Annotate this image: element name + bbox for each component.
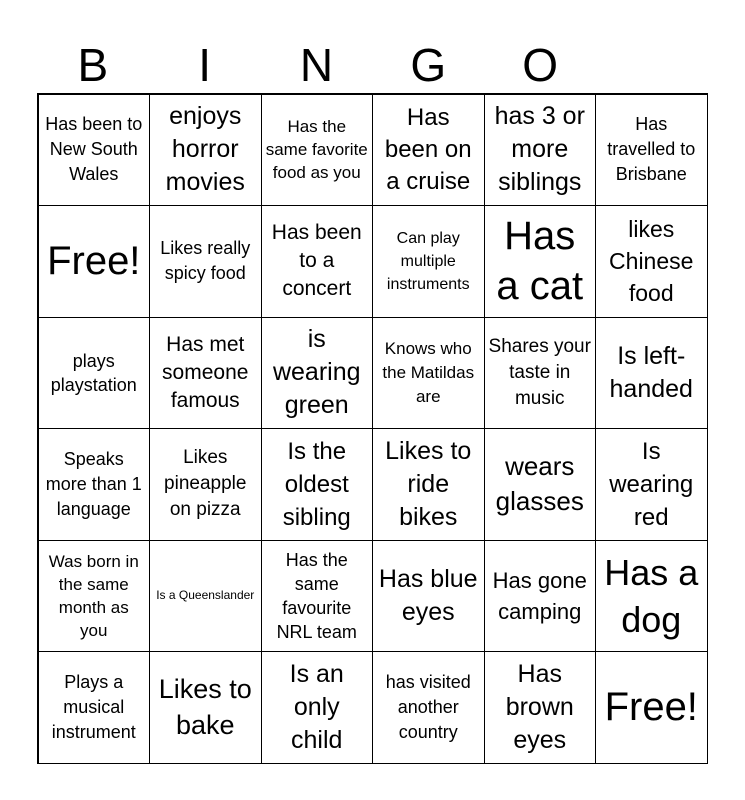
- bingo-cell[interactable]: Is an only child: [261, 651, 374, 764]
- bingo-cell[interactable]: Shares your taste in music: [484, 317, 597, 430]
- bingo-cell[interactable]: Has been to a concert: [261, 205, 374, 318]
- bingo-grid: [37, 93, 708, 764]
- bingo-cell[interactable]: Has been on a cruise: [372, 94, 485, 207]
- bingo-cell[interactable]: Has the same favorite food as you: [261, 94, 374, 207]
- bingo-cell[interactable]: wears glasses: [484, 428, 597, 541]
- bingo-cell[interactable]: likes Chinese food: [595, 205, 708, 318]
- bingo-cell[interactable]: Is left-handed: [595, 317, 708, 430]
- bingo-cell[interactable]: has visited another country: [372, 651, 485, 764]
- bingo-cell[interactable]: Has a dog: [595, 540, 708, 653]
- bingo-cell[interactable]: Likes to bake: [149, 651, 262, 764]
- bingo-cell[interactable]: Can play multiple instruments: [372, 205, 485, 318]
- header-letter-i: I: [198, 39, 212, 91]
- bingo-cell-free[interactable]: Free!: [595, 651, 708, 764]
- bingo-cell[interactable]: Is wearing red: [595, 428, 708, 541]
- bingo-cell[interactable]: Has blue eyes: [372, 540, 485, 653]
- bingo-cell[interactable]: Plays a musical instrument: [38, 651, 151, 764]
- bingo-cell-free[interactable]: Free!: [38, 205, 151, 318]
- bingo-cell[interactable]: enjoys horror movies: [149, 94, 262, 207]
- bingo-cell[interactable]: Likes really spicy food: [149, 205, 262, 318]
- bingo-cell[interactable]: Speaks more than 1 language: [38, 428, 151, 541]
- bingo-cell[interactable]: Has met someone famous: [149, 317, 262, 430]
- bingo-cell[interactable]: Has gone camping: [484, 540, 597, 653]
- bingo-cell[interactable]: Has been to New South Wales: [38, 94, 151, 207]
- bingo-cell[interactable]: Was born in the same month as you: [38, 540, 151, 653]
- bingo-cell[interactable]: Knows who the Matildas are: [372, 317, 485, 430]
- bingo-cell[interactable]: Likes pineapple on pizza: [149, 428, 262, 541]
- bingo-cell[interactable]: Has travelled to Brisbane: [595, 94, 708, 207]
- bingo-cell[interactable]: is wearing green: [261, 317, 374, 430]
- header-letter-b: B: [77, 39, 109, 91]
- bingo-cell[interactable]: Has the same favourite NRL team: [261, 540, 374, 653]
- header-letter-g: G: [410, 39, 447, 91]
- bingo-cell[interactable]: plays playstation: [38, 317, 151, 430]
- bingo-cell[interactable]: Has brown eyes: [484, 651, 597, 764]
- header-letter-o: O: [522, 39, 558, 91]
- bingo-cell[interactable]: Likes to ride bikes: [372, 428, 485, 541]
- bingo-header: [37, 38, 708, 93]
- bingo-cell[interactable]: Has a cat: [484, 205, 597, 318]
- header-letter-n: N: [299, 39, 334, 91]
- bingo-cell[interactable]: Is the oldest sibling: [261, 428, 374, 541]
- bingo-cell[interactable]: has 3 or more siblings: [484, 94, 597, 207]
- bingo-cell[interactable]: Is a Queenslander: [149, 540, 262, 653]
